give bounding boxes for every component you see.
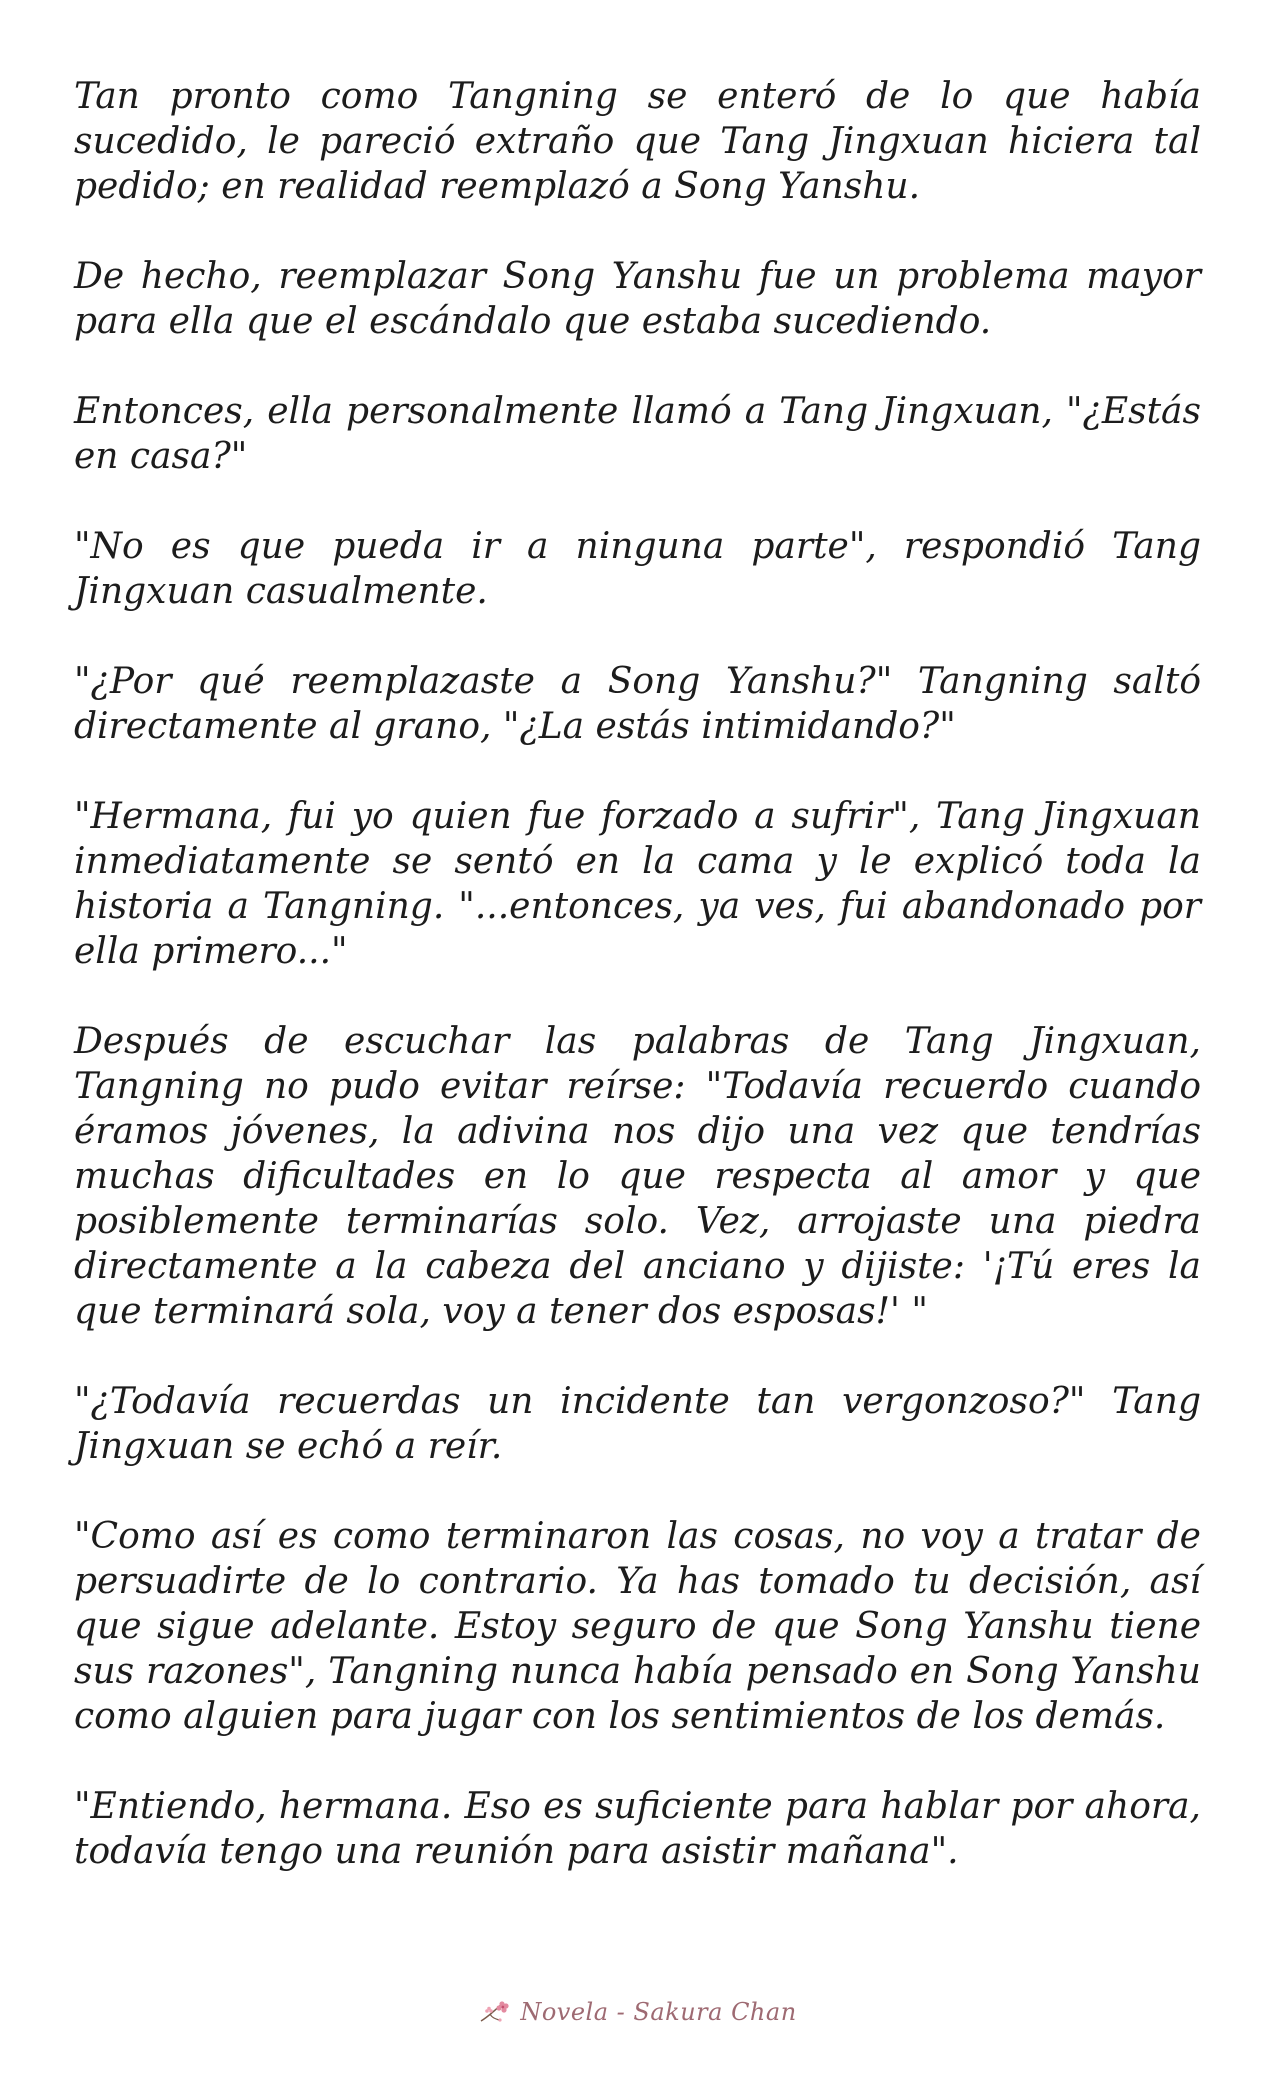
cherry-blossom-icon bbox=[478, 1999, 512, 2025]
watermark bbox=[0, 1992, 1275, 2032]
paragraph: Entonces, ella personalmente llamó a Tang Jingxuan, "¿Estás en casa?" bbox=[74, 391, 1201, 477]
paragraph: "Hermana, fui yo quien fue forzado a sufrir", Tang Jingxuan inmediatamente se sentó en la cama y le explicó toda la historia a Tangning. "...entonces, ya ves, fui abandonado por ella primero..." bbox=[74, 796, 1201, 972]
paragraph: "¿Por qué reemplazaste a Song Yanshu?" Tangning saltó directamente al grano, "¿La estás intimidando?" bbox=[74, 661, 1201, 747]
paragraph: "No es que pueda ir a ninguna parte", respondió Tang Jingxuan casualmente. bbox=[74, 526, 1201, 612]
paragraph: "Entiendo, hermana. Eso es suficiente para hablar por ahora, todavía tengo una reunión para asistir mañana". bbox=[74, 1786, 1201, 1872]
paragraph: De hecho, reemplazar Song Yanshu fue un problema mayor para ella que el escándalo que estaba sucediendo. bbox=[74, 256, 1201, 342]
paragraph: Después de escuchar las palabras de Tang Jingxuan, Tangning no pudo evitar reírse: "Todavía recuerdo cuando éramos jóvenes, la adivina nos dijo una vez que tendrías muchas dificultades en lo que respecta al amor y que posiblemente terminarías solo. Vez, arrojaste una piedra directamente a la cabeza del anciano y dijiste: '¡Tú eres la que terminará sola, voy a tener dos esposas!' " bbox=[74, 1021, 1201, 1332]
story-text bbox=[74, 74, 1201, 1919]
paragraph: "Como así es como terminaron las cosas, no voy a tratar de persuadirte de lo contrario. Ya has tomado tu decisión, así que sigue adelante. Estoy seguro de que Song Yanshu tiene sus razones", Tangning nunca había pensado en Song Yanshu como alguien para jugar con los sentimientos de los demás. bbox=[74, 1516, 1201, 1737]
paragraph: "¿Todavía recuerdas un incidente tan vergonzoso?" Tang Jingxuan se echó a reír. bbox=[74, 1381, 1201, 1467]
watermark-text: Novela - Sakura Chan bbox=[520, 1998, 797, 2026]
paragraph: Tan pronto como Tangning se enteró de lo que había sucedido, le pareció extraño que Tang Jingxuan hiciera tal pedido; en realidad reemplazó a Song Yanshu. bbox=[74, 76, 1201, 207]
